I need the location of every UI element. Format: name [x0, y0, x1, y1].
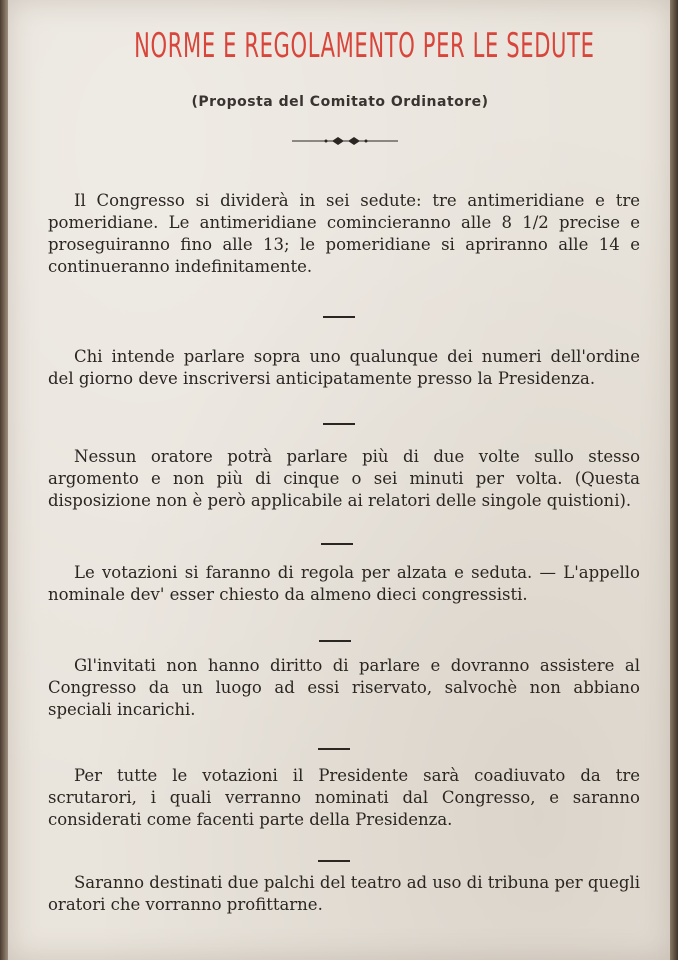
ornament-divider-icon: [292, 134, 398, 148]
paragraph-invitati: [48, 655, 640, 721]
section-divider: [318, 748, 350, 750]
paragraph-text: Il Congresso si dividerà in sei sedute: tre antimeridiane e tre pomeridiane. Le antimeridiane comincieranno alle 8 1/2 precise e proseguiranno fino alle 13; le pomeridiane si apriranno alle 14 e continueranno indefinitamente.: [48, 191, 640, 276]
paragraph-text: Chi intende parlare sopra uno qualunque dei numeri dell'ordine del giorno deve inscriversi anticipatamente presso la Presidenza.: [48, 347, 640, 388]
section-divider: [318, 860, 350, 862]
paragraph-oratori: [48, 446, 640, 512]
document-subtitle: (Proposta del Comitato Ordinatore): [191, 94, 489, 110]
document-title: NORME E REGOLAMENTO PER LE SEDUTE: [134, 26, 595, 66]
paragraph-text: Nessun oratore potrà parlare più di due volte sullo stesso argomento e non più di cinque o sei minuti per volta. (Questa disposizione non è però applicabile ai relatori delle singole quistioni).: [48, 447, 640, 510]
paragraph-text: Saranno destinati due palchi del teatro ad uso di tribuna per quegli oratori che vorranno profittarne.: [48, 873, 640, 914]
section-divider: [319, 640, 351, 642]
section-divider: [323, 423, 355, 425]
paragraph-votazioni: [48, 562, 640, 606]
section-divider: [321, 543, 353, 545]
paragraph-scrutatori: [48, 765, 640, 831]
paragraph-text: Le votazioni si faranno di regola per alzata e seduta. — L'appello nominale dev' esser chiesto da almeno dieci congressisti.: [48, 563, 640, 604]
page-right-shadow: [670, 0, 678, 960]
paragraph-iscrizione: [48, 346, 640, 390]
section-divider: [323, 316, 355, 318]
paragraph-text: Per tutte le votazioni il Presidente sarà coadiuvato da tre scrutarori, i quali verranno nominati dal Congresso, e saranno considerati come facenti parte della Presidenza.: [48, 766, 640, 829]
paragraph-sedute: [48, 190, 640, 278]
page-left-shadow: [0, 0, 8, 960]
paragraph-tribuna: [48, 872, 640, 916]
paragraph-text: Gl'invitati non hanno diritto di parlare e dovranno assistere al Congresso da un luogo ad essi riservato, salvochè non abbiano speciali incarichi.: [48, 656, 640, 719]
document-page: [8, 0, 672, 960]
